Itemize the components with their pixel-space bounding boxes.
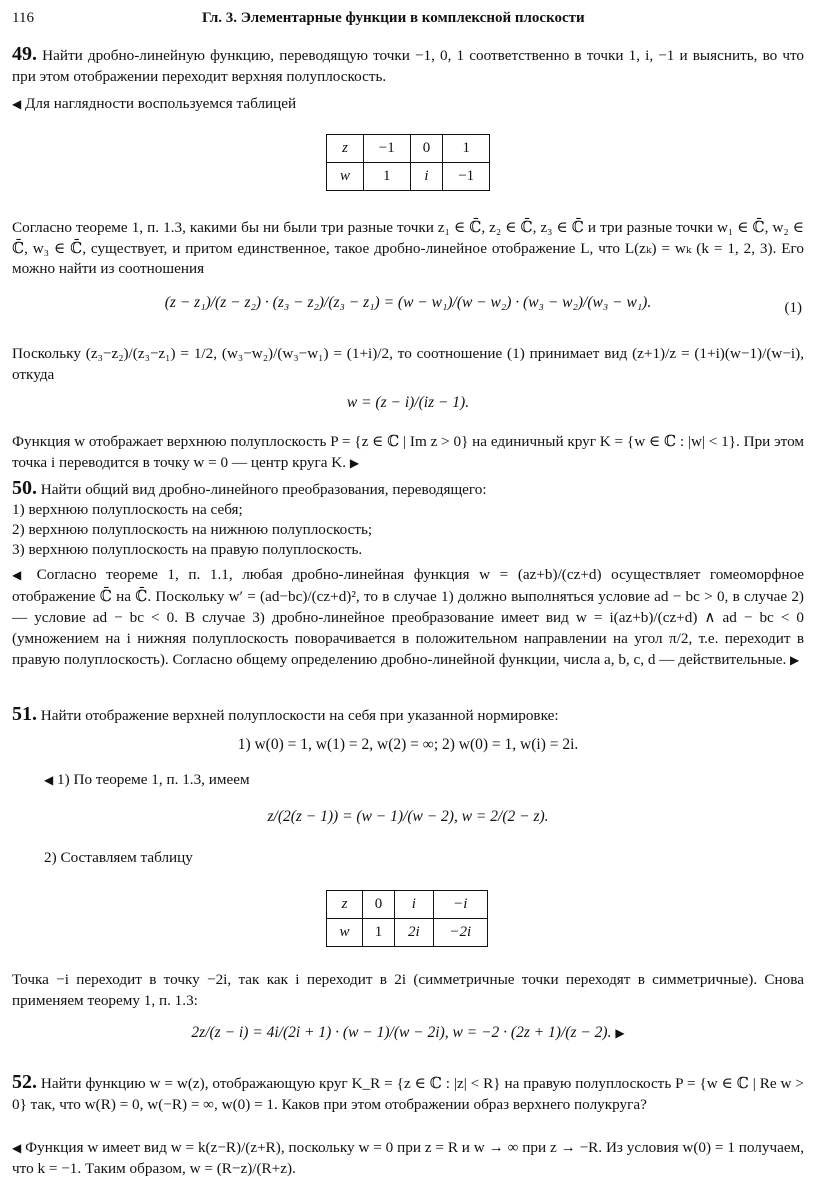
solution-50 — [12, 564, 804, 671]
table-cell: w — [327, 163, 364, 191]
solution-49-intro — [12, 94, 804, 115]
table-cell: −i — [433, 891, 487, 919]
normalization-conditions: 1) w(0) = 1, w(1) = 2, w(2) = ∞; 2) w(0) = 1, w(i) = 2i. — [237, 736, 579, 753]
table-row — [327, 891, 488, 919]
table-cell: −2i — [433, 919, 487, 947]
problem-number: 50. — [12, 477, 37, 499]
list-item: 1) верхнюю полуплоскость на себя; — [12, 501, 243, 518]
table-cell: 0 — [362, 891, 394, 919]
problem-51-statement — [12, 704, 804, 727]
table-cell: i — [395, 891, 434, 919]
mapping-table-49 — [326, 134, 490, 191]
conclusion-49 — [12, 432, 804, 473]
solution-start-marker: ◀ — [12, 568, 28, 582]
intro-text: Для наглядности воспользуемся таблицей — [25, 95, 297, 112]
table-cell: −1 — [363, 135, 410, 163]
running-header — [12, 10, 802, 32]
solution-start-marker: ◀ — [44, 773, 54, 787]
problem-50-statement — [12, 478, 804, 501]
conclusion-text: Функция w отображает верхнюю полуплоскость P = {z ∈ ℂ | Im z > 0} на единичный круг K = {w ∈ ℂ : |w| < 1}. При этом точка i переводится в точку w = 0 — центр круга K. — [12, 433, 804, 471]
table-cell: i — [410, 163, 443, 191]
table-cell: 2i — [395, 919, 434, 947]
table-row — [327, 163, 490, 191]
since-paragraph: Поскольку (z₃−z₂)/(z₃−z₁) = 1/2, (w₃−w₂)/(w₃−w₁) = (1+i)/2, то соотношение (1) принимает вид (z+1)/z = (1+i)(w−1)/(w−i), откуда — [12, 345, 804, 383]
problem-text: Найти общий вид дробно-линейного преобразования, переводящего: — [40, 481, 487, 498]
problem-text: Найти функцию w = w(z), отображающую круг K_R = {z ∈ ℂ : |z| < R} на правую полуплоскость P = {w ∈ ℂ | Re w > 0} так, что w(R) = 0, w(−R) = ∞, w(0) = 1. Каков при этом отображении образ верхнего полукруга? — [12, 1075, 804, 1113]
solution-52 — [12, 1138, 804, 1179]
problem-number: 49. — [12, 43, 37, 65]
table-cell: w — [327, 919, 363, 947]
table-cell: z — [327, 891, 363, 919]
solution-start-marker: ◀ — [12, 97, 22, 111]
problem-52-statement — [12, 1072, 804, 1115]
part-text: 1) По теореме 1, п. 1.3, имеем — [57, 771, 250, 788]
solution-end-marker: ▶ — [790, 653, 800, 667]
problem-number: 51. — [12, 703, 37, 725]
table-cell: z — [327, 135, 364, 163]
formula-51-2 — [12, 1024, 804, 1042]
solution-text: Согласно теореме 1, п. 1.1, любая дробно-линейная функция w = (az+b)/(cz+d) осуществляет гомеоморфное отображение ℂ̄ на ℂ̄. Поскольку w′ = (ad−bc)/(cz+d)², то в случае 1) должно выполняться условие ad − bc > 0, в случае 2) — условие ad − bc < 0. В случае 3) дробно-линейное преобразование имеет вид w = i(az+b)/(cz+d) ∧ ad − bc < 0 (умножением на i нижняя полуплоскость поворачивается в положительном направлении на угол π/2, т.е. переходит в правую полуплоскость). Согласно общему определению дробно-линейной функции, числа a, b, c, d — действительные. — [12, 566, 805, 668]
table-cell: 0 — [410, 135, 443, 163]
problem-text: Найти дробно-линейную функцию, переводящую точки −1, 0, 1 соответственно в точки 1, i, −1 и выяснить, во что при этом отображении переходит верхняя полуплоскость. — [12, 47, 805, 85]
solution-start-marker: ◀ — [12, 1141, 22, 1155]
page-number: 116 — [12, 10, 34, 26]
formula-51-1: z/(2(z − 1)) = (w − 1)/(w − 2), w = 2/(2 − z). — [267, 808, 549, 825]
result-formula-49: w = (z − i)/(iz − 1). — [346, 394, 470, 411]
formula-1: (z − z₁)/(z − z₂) · (z₃ − z₂)/(z₃ − z₁) = (w − w₁)/(w − w₂) · (w₃ − w₂)/(w₃ − w₁). — [164, 294, 652, 311]
solution-end-marker: ▶ — [615, 1026, 625, 1040]
solution-51-part2: 2) Составляем таблицу — [44, 849, 193, 866]
problem-49-statement — [12, 44, 804, 87]
list-item: 3) верхнюю полуплоскость на правую полуплоскость. — [12, 541, 363, 558]
solution-end-marker: ▶ — [349, 455, 360, 470]
table-cell: −1 — [443, 163, 490, 191]
table-cell: 1 — [443, 135, 490, 163]
problem-number: 52. — [12, 1071, 37, 1093]
table-cell: 1 — [362, 919, 394, 947]
list-item: 2) верхнюю полуплоскость на нижнюю полуплоскость; — [12, 521, 373, 538]
symmetry-paragraph: Точка −i переходит в точку −2i, так как i переходит в 2i (симметричные точки переходят в симметричные). Снова применяем теорему 1, п. 1.3: — [12, 971, 804, 1009]
formula-text: 2z/(z − i) = 4i/(2i + 1) · (w − 1)/(w − 2i), w = −2 · (2z + 1)/(z − 2). — [191, 1024, 612, 1041]
table-row — [327, 135, 490, 163]
formula-1-number: (1) — [784, 300, 802, 316]
table-row — [327, 919, 488, 947]
table-cell: 1 — [363, 163, 410, 191]
solution-51-part1 — [44, 770, 804, 791]
problem-text: Найти отображение верхней полуплоскости на себя при указанной нормировке: — [40, 707, 559, 724]
running-title: Гл. 3. Элементарные функции в комплексной плоскости — [202, 10, 585, 26]
theorem-paragraph: Согласно теореме 1, п. 1.3, какими бы ни были три разные точки z₁ ∈ ℂ̄, z₂ ∈ ℂ̄, z₃ ∈ ℂ̄ и три разные точки w₁ ∈ ℂ̄, w₂ ∈ ℂ̄, w₃ ∈ ℂ̄, существует, и притом единственное, такое дробно-линейное отображение L, что L(zₖ) = wₖ (k = 1, 2, 3). Его можно найти из соотношения — [12, 219, 804, 277]
mapping-table-51 — [326, 890, 488, 947]
solution-text: Функция w имеет вид w = k(z−R)/(z+R), поскольку w = 0 при z = R и w → ∞ при z → −R. Из условия w(0) = 1 получаем, что k = −1. Таким образом, w = (R−z)/(R+z). — [12, 1139, 805, 1177]
